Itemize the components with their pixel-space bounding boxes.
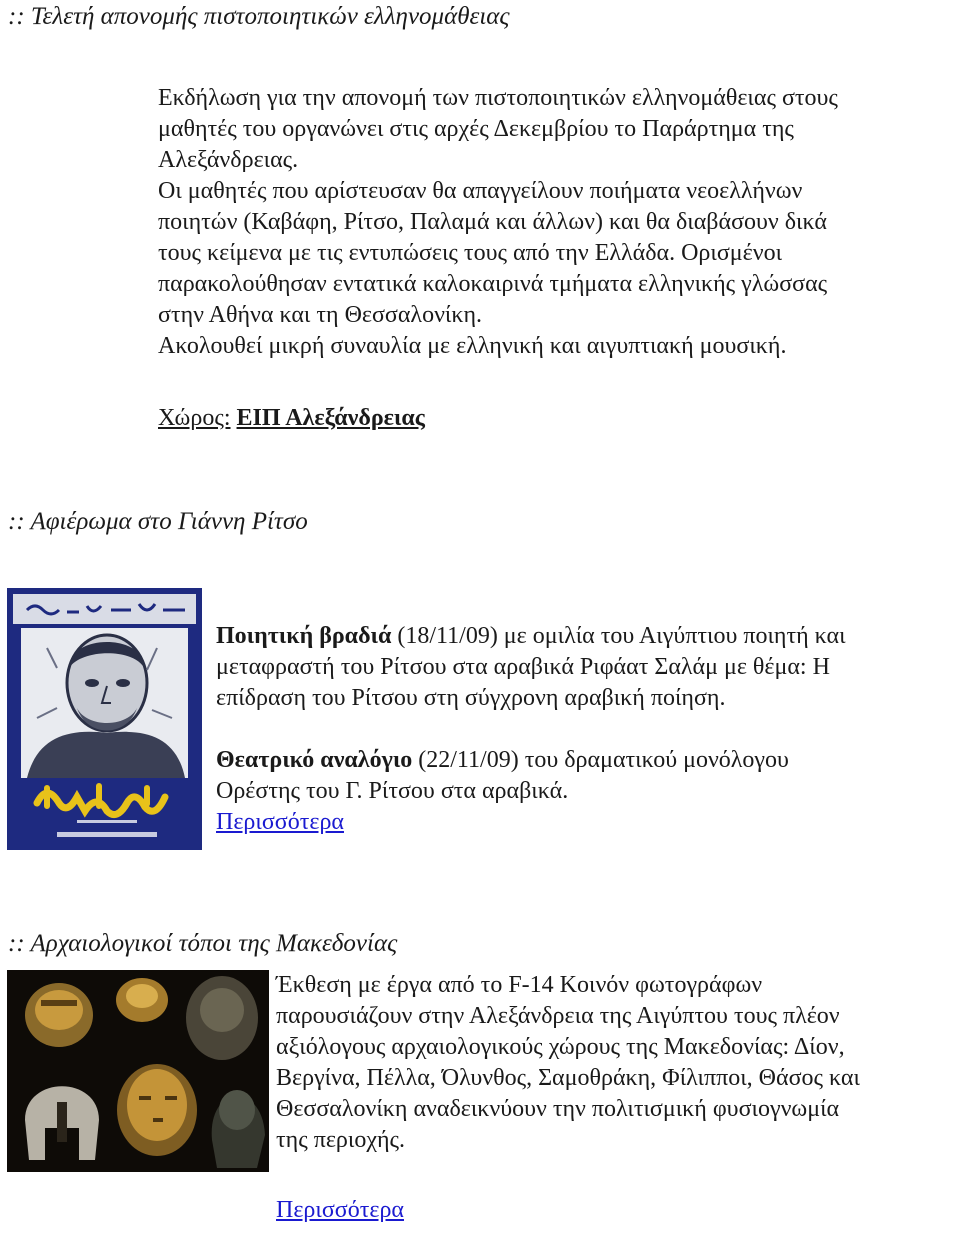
venue-name: ΕΙΠ Αλεξάνδρειας [236,405,425,431]
text-line: Αλεξάνδρειας. [158,147,299,173]
portrait-illustration [7,588,202,850]
venue-label: Χώρος: [158,405,231,431]
more-link-macedonia[interactable]: Περισσότερα [276,1197,404,1223]
event-title: Θεατρικό αναλόγιο [216,747,413,773]
more-link-wrapper [276,1195,404,1226]
helmets-image [7,970,269,1172]
ritsos-book-cover-image [7,588,202,850]
event-reading [216,745,956,776]
certificates-article [158,83,958,362]
section-heading-macedonia: :: Αρχαιολογικοί τόποι της Μακεδονίας [8,930,398,957]
text-line: Ακολουθεί μικρή συναυλία με ελληνική και αιγυπτιακή μουσική. [158,333,787,359]
event-poetry-evening [216,621,956,652]
section-heading-ritsos: :: Αφιέρωμα στο Γιάννη Ρίτσο [8,508,308,535]
text-line: Ορέστης του Γ. Ρίτσου στα αραβικά. [216,778,569,804]
text-line: αξιόλογους αρχαιολογικούς χώρους της Μακεδονίας: Δίον, [276,1034,845,1060]
text-line: μαθητές του οργανώνει στις αρχές Δεκεμβρίου το Παράρτημα της [158,116,794,142]
text-line: Οι μαθητές που αρίστευσαν θα απαγγείλουν ποιήματα νεοελλήνων [158,178,803,204]
spacer [216,714,956,745]
more-link-ritsos[interactable]: Περισσότερα [216,809,344,835]
text-line: Βεργίνα, Πέλλα, Όλυνθος, Σαμοθράκη, Φίλιπποι, Θάσος και [276,1065,860,1091]
macedonia-article [276,970,960,1156]
text-line: επίδραση του Ρίτσου στη σύγχρονη αραβική ποίηση. [216,685,726,711]
text-line: ποιητών (Καβάφη, Ρίτσο, Παλαμά και άλλων) και θα διαβάσουν δικά [158,209,827,235]
text-line: της περιοχής. [276,1127,406,1153]
helmet-photo-collage [7,970,269,1172]
section-heading-certificates: :: Τελετή απονομής πιστοποιητικών ελληνομάθειας [8,3,510,30]
text-line: Εκδήλωση για την απονομή των πιστοποιητικών ελληνομάθειας στους [158,85,838,111]
ritsos-events [216,621,956,838]
text-line: μεταφραστή του Ρίτσου στα αραβικά Ριφάατ Σαλάμ με θέμα: Η [216,654,830,680]
text-line: Θεσσαλονίκη αναδεικνύουν την πολιτισμική φυσιογνωμία [276,1096,840,1122]
event-description: (22/11/09) του δραματικού μονόλογου [412,747,789,773]
text-line: παρουσιάζουν στην Αλεξάνδρεια της Αιγύπτου τους πλέον [276,1003,840,1029]
text-line: τους κείμενα με τις εντυπώσεις τους από την Ελλάδα. Ορισμένοι [158,240,783,266]
text-line: Έκθεση με έργα από το F-14 Κοινόν φωτογράφων [276,972,763,998]
event-description: (18/11/09) με ομιλία του Αιγύπτιου ποιητή και [391,623,846,649]
text-line: στην Αθήνα και τη Θεσσαλονίκη. [158,302,483,328]
text-line: παρακολούθησαν εντατικά καλοκαιρινά τμήματα ελληνικής γλώσσας [158,271,828,297]
venue-line [158,403,425,434]
event-title: Ποιητική βραδιά [216,623,392,649]
